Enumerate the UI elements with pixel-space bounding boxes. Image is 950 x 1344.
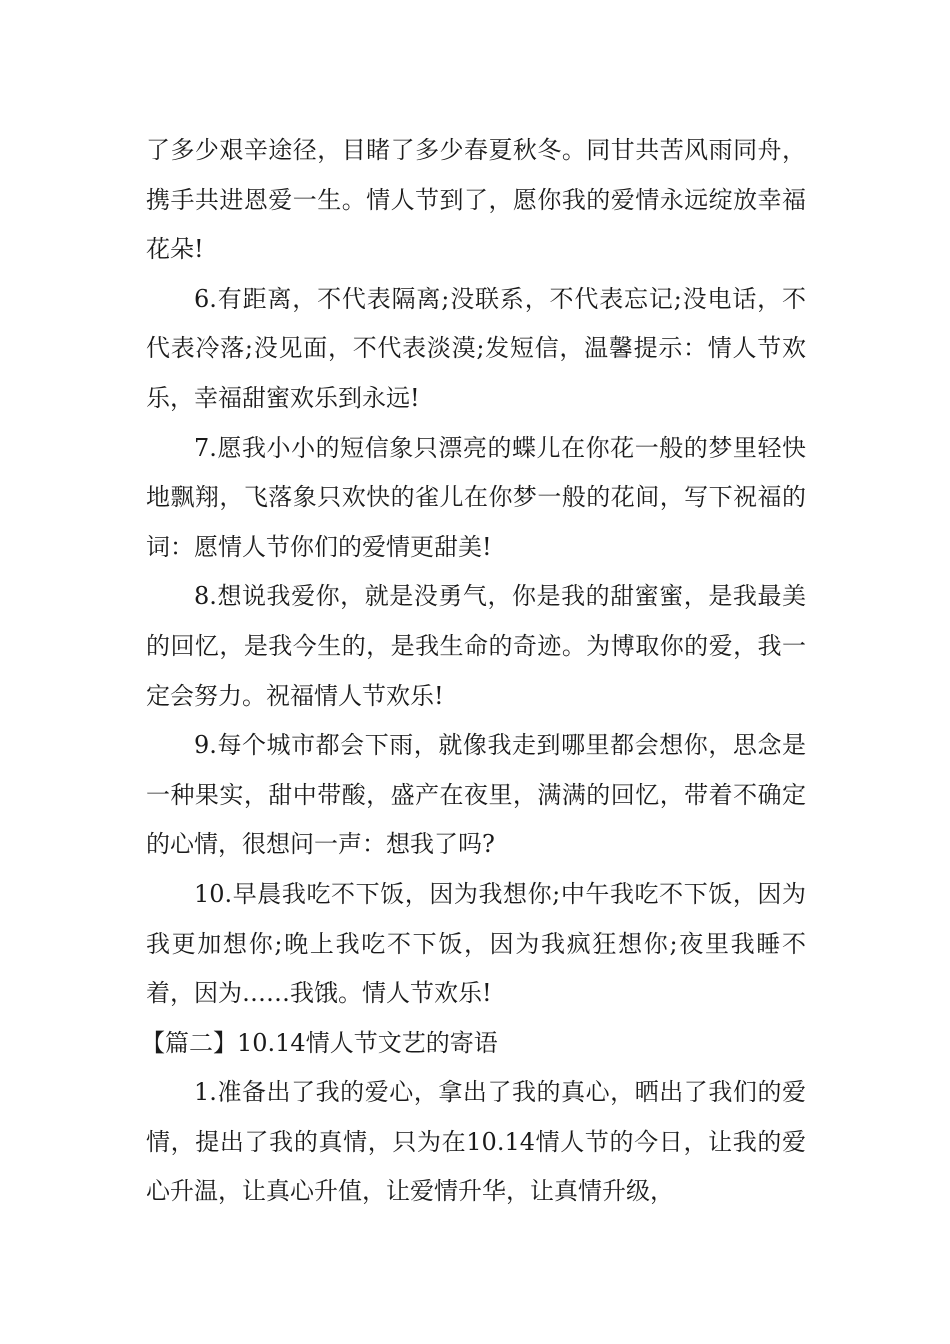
paragraph-item-9: 9.每个城市都会下雨，就像我走到哪里都会想你，思念是一种果实，甜中带酸，盛产在夜里，满满的回忆，带着不确定的心情，很想问一声：想我了吗? xyxy=(146,731,806,859)
section-heading: 【篇二】10.14情人节文艺的寄语 xyxy=(141,1028,498,1057)
paragraph-item-1: 1.准备出了我的爱心，拿出了我的真心，晒出了我们的爱情，提出了我的真情，只为在10.14情人节的今日，让我的爱心升温，让真心升值，让爱情升华，让真情升级， xyxy=(146,1078,806,1206)
document-page xyxy=(141,126,806,1217)
paragraph-item-8: 8.想说我爱你，就是没勇气，你是我的甜蜜蜜，是我最美的回忆，是我今生的，是我生命的奇迹。为博取你的爱，我一定会努力。祝福情人节欢乐! xyxy=(146,582,806,710)
paragraph-item-7: 7.愿我小小的短信象只漂亮的蝶儿在你花一般的梦里轻快地飘翔，飞落象只欢快的雀儿在你梦一般的花间，写下祝福的词：愿情人节你们的爱情更甜美! xyxy=(146,433,806,561)
paragraph-item-6: 6.有距离，不代表隔离;没联系，不代表忘记;没电话，不代表冷落;没见面，不代表淡漠;发短信，温馨提示：情人节欢乐，幸福甜蜜欢乐到永远! xyxy=(146,284,806,412)
paragraph-continuation: 了多少艰辛途径，目睹了多少春夏秋冬。同甘共苦风雨同舟，携手共进恩爱一生。情人节到了，愿你我的爱情永远绽放幸福花朵! xyxy=(146,136,806,264)
paragraph-item-10: 10.早晨我吃不下饭，因为我想你;中午我吃不下饭，因为我更加想你;晚上我吃不下饭，因为我疯狂想你;夜里我睡不着，因为……我饿。情人节欢乐! xyxy=(146,879,806,1008)
